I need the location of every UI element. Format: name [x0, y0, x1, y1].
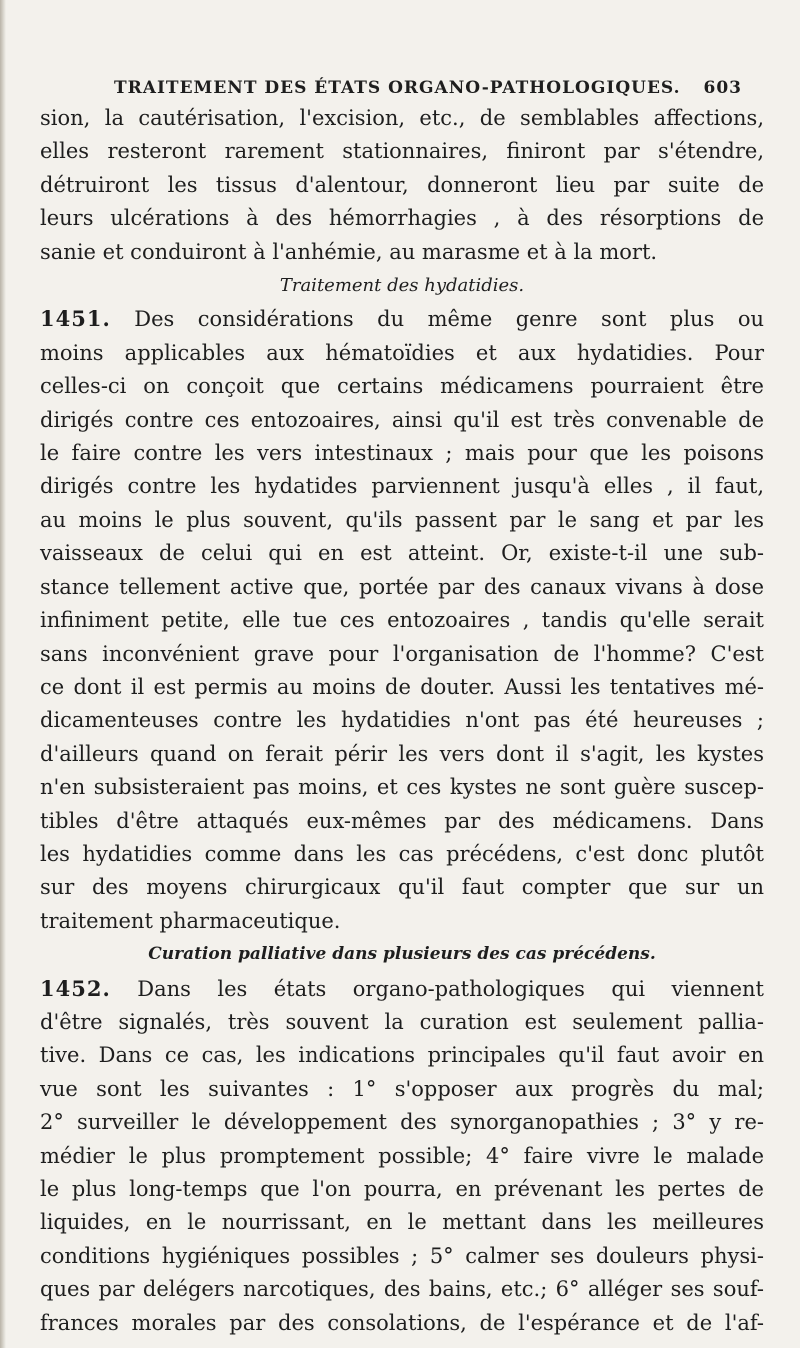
text-line: stance tellement active que, portée par des canaux vivans à dose	[40, 574, 764, 599]
text-line: détruiront les tissus d'alentour, donneront lieu par suite de	[40, 172, 764, 197]
text-line: 2° surveiller le développement des synorganopathies ; 3° y re-	[40, 1110, 764, 1135]
section-heading: Curation palliative dans plusieurs des cas précédens.	[148, 944, 656, 965]
text-line: conditions hygiéniques possibles ; 5° calmer ses douleurs physi-	[40, 1243, 764, 1268]
text-line: au moins le plus souvent, qu'ils passent par le sang et par les	[40, 507, 764, 532]
text-line: leurs ulcérations à des hémorrhagies , à des résorptions de	[40, 206, 764, 231]
text-line: infiniment petite, elle tue ces entozoaires , tandis qu'elle serait	[40, 608, 764, 633]
text-line: dirigés contre ces entozoaires, ainsi qu'il est très convenable de	[40, 407, 764, 432]
text-line: médier le plus promptement possible; 4° faire vivre le malade	[40, 1143, 764, 1168]
section-heading: Traitement des hydatidies.	[279, 275, 525, 297]
text-line: moins applicables aux hématoïdies et aux hydatidies. Pour	[40, 340, 764, 365]
page-edge-shadow	[0, 0, 6, 1348]
text-line: vaisseaux de celui qui en est atteint. Or, existe-t-il une sub-	[40, 541, 764, 566]
text-line: dicamenteuses contre les hydatidies n'ont pas été heureuses ;	[40, 708, 764, 733]
text-line: sans inconvénient grave pour l'organisation de l'homme? C'est	[40, 641, 764, 666]
book-page	[40, 78, 764, 1340]
text-line: celles-ci on conçoit que certains médicamens pourraient être	[40, 374, 764, 399]
page-number: 603	[703, 78, 742, 98]
text-line: le faire contre les vers intestinaux ; mais pour que les poisons	[40, 441, 764, 466]
text-line: tibles d'être attaqués eux-mêmes par des médicamens. Dans	[40, 808, 764, 833]
text-line: elles resteront rarement stationnaires, finiront par s'étendre,	[40, 139, 764, 164]
text-line: tive. Dans ce cas, les indications principales qu'il faut avoir en	[40, 1043, 764, 1068]
text-line: le plus long-temps que l'on pourra, en prévenant les pertes de	[40, 1177, 764, 1201]
text-line: d'ailleurs quand on ferait périr les vers dont il s'agit, les kystes	[40, 741, 764, 766]
paragraph-start	[40, 972, 764, 1006]
text-line: liquides, en le nourrissant, en le mettant dans les meilleures	[40, 1210, 764, 1235]
text-line: Dans les états organo-pathologiques qui viennent	[137, 976, 764, 1001]
running-title: TRAITEMENT DES ÉTATS ORGANO-PATHOLOGIQUES.	[114, 78, 681, 98]
text-line: sanie et conduiront à l'anhémie, au marasme et à la mort.	[40, 239, 658, 264]
text-line: n'en subsisteraient pas moins, et ces kystes ne sont guère suscep-	[40, 775, 764, 800]
paragraph-number: 1452.	[40, 975, 111, 1001]
paragraph-start	[40, 302, 764, 336]
text-line: les hydatidies comme dans les cas précédens, c'est donc plutôt	[40, 841, 764, 866]
text-line: Des considérations du même genre sont plus ou	[134, 307, 764, 332]
running-header	[40, 78, 764, 98]
text-line: frances morales par des consolations, de l'espérance et de l'af-	[40, 1310, 764, 1335]
text-line: traitement pharmaceutique.	[40, 908, 341, 933]
text-line: sur des moyens chirurgicaux qu'il faut compter que sur un	[40, 875, 764, 900]
text-line: ce dont il est permis au moins de douter. Aussi les tentatives mé-	[40, 674, 764, 699]
text-line: d'être signalés, très souvent la curation est seulement pallia-	[40, 1009, 764, 1034]
text-line: dirigés contre les hydatides parviennent jusqu'à elles , il faut,	[40, 474, 764, 499]
text-line: vue sont les suivantes : 1° s'opposer aux progrès du mal;	[40, 1076, 764, 1101]
text-line: sion, la cautérisation, l'excision, etc., de semblables affections,	[40, 106, 764, 130]
paragraph-number: 1451.	[40, 306, 111, 332]
text-line: ques par delégers narcotiques, des bains, etc.; 6° alléger ses souf-	[40, 1277, 764, 1302]
